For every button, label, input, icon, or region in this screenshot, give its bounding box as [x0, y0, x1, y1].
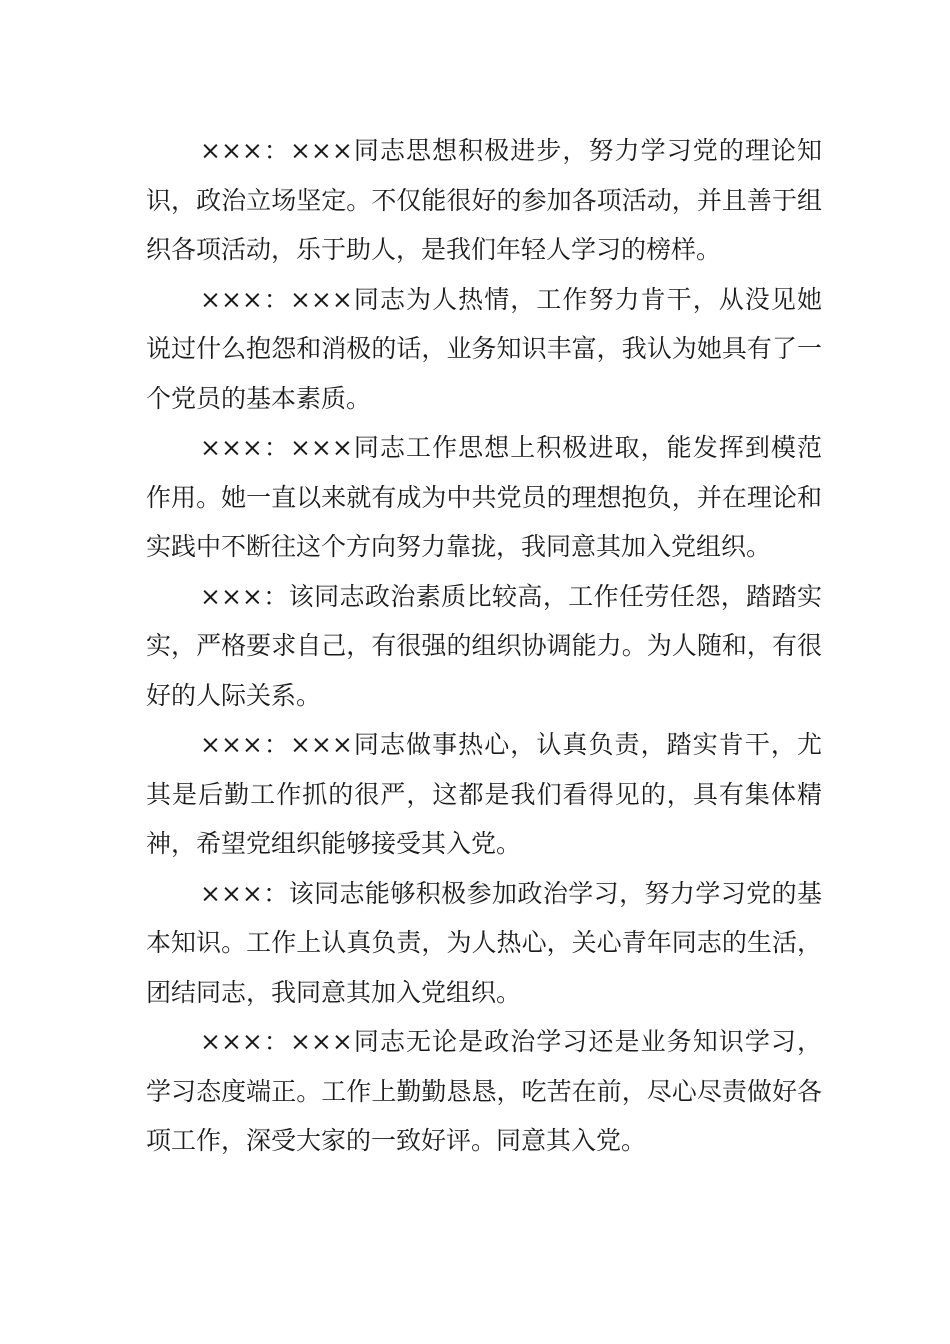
comment-paragraph-4: ×××：该同志政治素质比较高，工作任劳任怨，踏踏实实，严格要求自己，有很强的组织协调能力。为人随和，有很好的人际关系。: [146, 581, 822, 710]
comment-paragraph-7: ×××：×××同志无论是政治学习还是业务知识学习，学习态度端正。工作上勤勤恳恳，吃苦在前，尽心尽责做好各项工作，深受大家的一致好评。同意其入党。: [146, 1027, 822, 1155]
comment-paragraph-1: ×××：×××同志思想积极进步，努力学习党的理论知识，政治立场坚定。不仅能很好的参加各项活动，并且善于组织各项活动，乐于助人，是我们年轻人学习的榜样。: [146, 136, 822, 264]
comment-paragraph-6: ×××：该同志能够积极参加政治学习，努力学习党的基本知识。工作上认真负责，为人热心，关心青年同志的生活，团结同志，我同意其加入党组织。: [146, 878, 822, 1007]
comment-paragraph-5: ×××：×××同志做事热心，认真负责，踏实肯干，尤其是后勤工作抓的很严，这都是我们看得见的，具有集体精神，希望党组织能够接受其入党。: [146, 730, 822, 858]
comment-paragraph-2: ×××：×××同志为人热情，工作努力肯干，从没见她说过什么抱怨和消极的话，业务知识丰富，我认为她具有了一个党员的基本素质。: [146, 284, 822, 413]
comment-paragraph-3: ×××：×××同志工作思想上积极进取，能发挥到模范作用。她一直以来就有成为中共党员的理想抱负，并在理论和实践中不断往这个方向努力靠拢，我同意其加入党组织。: [146, 433, 822, 561]
document-body: [146, 126, 822, 1166]
